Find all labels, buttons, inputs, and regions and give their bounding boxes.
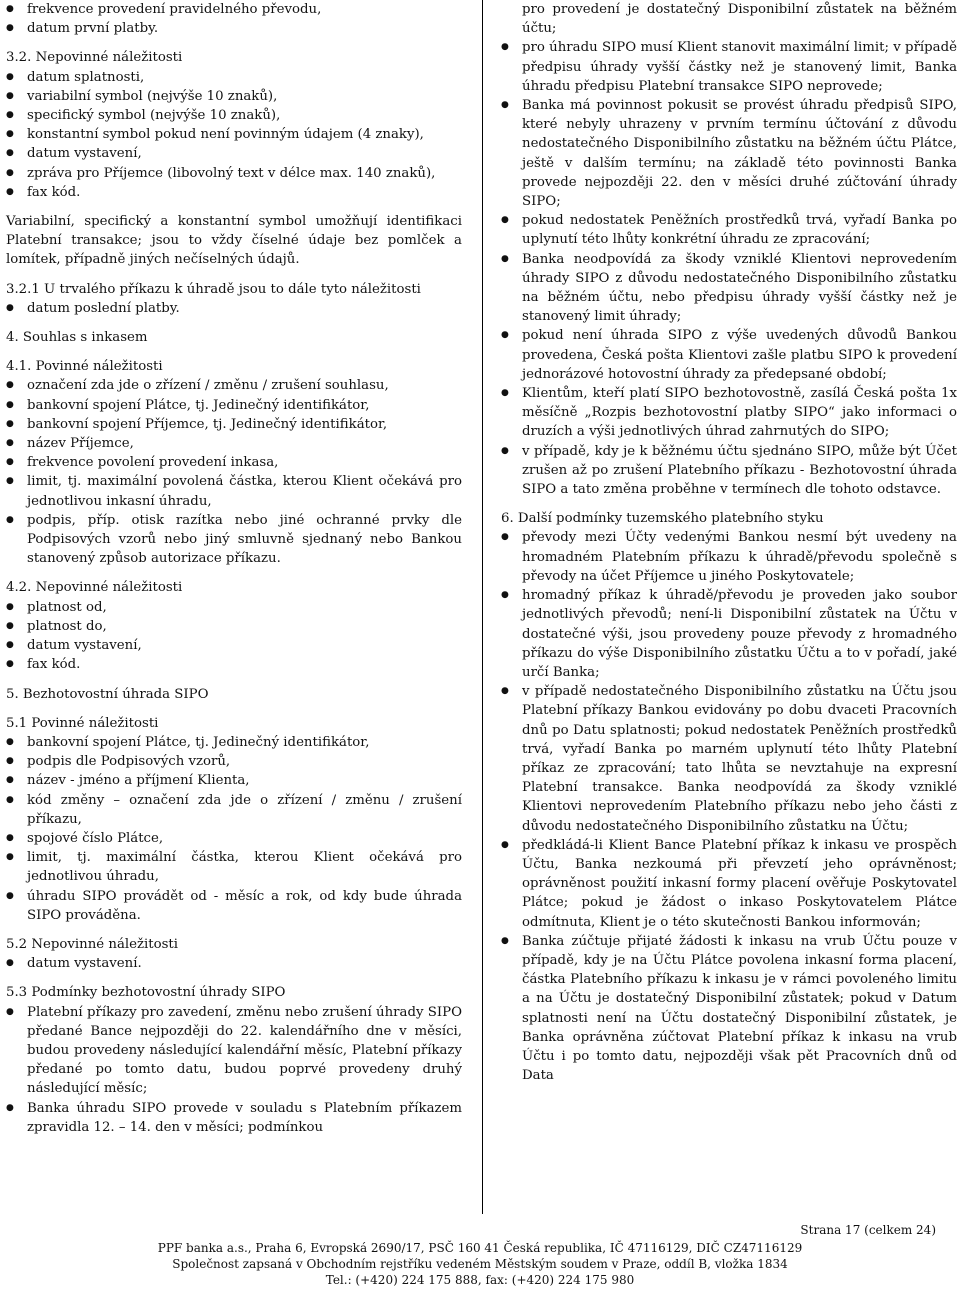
section-heading: 4.1. Povinné náležitosti bbox=[6, 359, 163, 375]
bullet-item: ● frekvence povolení provedení inkasa, bbox=[6, 453, 462, 472]
right-column bbox=[501, 0, 957, 1085]
bullet-item: ● frekvence provedení pravidelného převodu, bbox=[6, 0, 462, 19]
bullet-item: ● podpis, příp. otisk razítka nebo jiné ochranné prvky dle Podpisových vzorů nebo jiný smluvně sjednaný nebo Bankou stanovený způsob autorizace příkazu. bbox=[6, 511, 462, 569]
bullet-item: ● variabilní symbol (nejvýše 10 znaků), bbox=[6, 87, 462, 106]
bullet-item: ● pro úhradu SIPO musí Klient stanovit maximální limit; v případě předpisu úhrady vyšší částky než je stanovený limit, Banka úhradu předpisu Platební transakce SIPO neprovede; bbox=[501, 38, 957, 96]
section-heading: 5. Bezhotovostní úhrada SIPO bbox=[6, 686, 209, 702]
footer-registry-line: Společnost zapsaná v Obchodním rejstříku vedeném Městským soudem v Praze, oddíl B, vložka 1834 bbox=[172, 1257, 788, 1271]
bullet-item: ● pokud nedostatek Peněžních prostředků trvá, vyřadí Banka po uplynutí této lhůty konkrétní úhradu ze zpracování; bbox=[501, 211, 957, 249]
spacer bbox=[6, 675, 462, 685]
spacer bbox=[6, 318, 462, 328]
section-heading: 4.2. Nepovinné náležitosti bbox=[6, 580, 183, 596]
bullet-continuation: pro provedení je dostatečný Disponibilní zůstatek na běžném účtu; bbox=[522, 2, 957, 37]
bullet-item: ● převody mezi Účty vedenými Bankou nesmí být uvedeny na hromadném Platebním příkazu k úhradě/převodu společně s převody na účet Příjemce u jiného Poskytovatele; bbox=[501, 528, 957, 586]
bullet-item: ● spojové číslo Plátce, bbox=[6, 829, 462, 848]
section-heading: 6. Další podmínky tuzemského platebního styku bbox=[501, 511, 824, 527]
section-heading: 5.1 Povinné náležitosti bbox=[6, 715, 159, 731]
bullet-item: ● zpráva pro Příjemce (libovolný text v délce max. 140 znaků), bbox=[6, 164, 462, 183]
spacer bbox=[6, 202, 462, 212]
bullet-item: ● název Příjemce, bbox=[6, 434, 462, 453]
footer-company-line: PPF banka a.s., Praha 6, Evropská 2690/17, PSČ 160 41 Česká republika, IČ 47116129, DIČ CZ47116129 bbox=[157, 1241, 803, 1255]
bullet-item: ● podpis dle Podpisových vzorů, bbox=[6, 752, 462, 771]
bullet-item: ● konstantní symbol pokud není povinným údajem (4 znaky), bbox=[6, 125, 462, 144]
bullet-item: ● specifický symbol (nejvýše 10 znaků), bbox=[6, 106, 462, 125]
bullet-item: ● datum vystavení, bbox=[6, 636, 462, 655]
bullet-item: ● předkládá-li Klient Bance Platební příkaz k inkasu ve prospěch Účtu, Banka nezkoumá při převzetí jeho oprávněnost; oprávněnost použití inkasní formy placení ověřuje Poskytovatel Plátce; pokud je žádost o inkaso Poskytovatelem Plátce odmítnuta, Klient je o této skutečnosti Bankou informován; bbox=[501, 836, 957, 932]
footer-contact-line: Tel.: (+420) 224 175 888, fax: (+420) 224 175 980 bbox=[325, 1273, 635, 1287]
bullet-item: ● Klientům, kteří platí SIPO bezhotovostně, zasílá Česká pošta 1x měsíčně „Rozpis bezhotovostní platby SIPO“ jako informaci o druzích a výši jednotlivých úhrad zahrnutých do SIPO; bbox=[501, 384, 957, 442]
bullet-item: ● limit, tj. maximální povolená částka, kterou Klient očekává pro jednotlivou inkasní úhradu, bbox=[6, 472, 462, 510]
bullet-item: ● v případě nedostatečného Disponibilního zůstatku na Účtu jsou Platební příkazy Bankou evidovány po dobu dvaceti Pracovních dnů po Datu splatnosti; pokud nedostatek Peněžních prostředků trvá, vyřadí Banka po marném uplynutí této lhůty Platební příkaz ze zpracování; tato lhůta se nevztahuje na expresní Platební transakce. Banka neodpovídá za škody vzniklé Klientovi neprovedením Platebního příkazu nebo jeho části z důvodu nedostatečného Disponibilního zůstatku na Účtu; bbox=[501, 682, 957, 836]
bullet-item: ● fax kód. bbox=[6, 655, 462, 674]
page-number: Strana 17 (celkem 24) bbox=[800, 1223, 936, 1237]
left-column bbox=[6, 0, 462, 1137]
bullet-item: ● datum splatnosti, bbox=[6, 68, 462, 87]
bullet-item: ● datum první platby. bbox=[6, 19, 462, 38]
bullet-item: ● datum poslední platby. bbox=[6, 299, 462, 318]
spacer bbox=[6, 568, 462, 578]
bullet-item: ● limit, tj. maximální částka, kterou Klient očekává pro jednotlivou úhradu, bbox=[6, 848, 462, 886]
bullet-item: ● název - jméno a příjmení Klienta, bbox=[6, 771, 462, 790]
section-heading: 5.2 Nepovinné náležitosti bbox=[6, 936, 179, 952]
bullet-item: ● platnost od, bbox=[6, 598, 462, 617]
bullet-item: ● bankovní spojení Příjemce, tj. Jedinečný identifikátor, bbox=[6, 415, 462, 434]
paragraph: Variabilní, specifický a konstantní symbol umožňují identifikaci Platební transakce; jsou to vždy číselné údaje bez pomlček a lomítek, případně jiných nečíselných údajů. bbox=[6, 214, 462, 268]
section-heading: 4. Souhlas s inkasem bbox=[6, 330, 148, 346]
bullet-item: ● označení zda jde o zřízení / změnu / zrušení souhlasu, bbox=[6, 376, 462, 395]
bullet-item: ● kód změny – označení zda jde o zřízení / změnu / zrušení příkazu, bbox=[6, 791, 462, 829]
section-heading: 5.3 Podmínky bezhotovostní úhrady SIPO bbox=[6, 985, 286, 1001]
paragraph: 3.2.1 U trvalého příkazu k úhradě jsou to dále tyto náležitosti bbox=[6, 281, 421, 297]
bullet-item: ● datum vystavení. bbox=[6, 954, 462, 973]
bullet-item: ● Platební příkazy pro zavedení, změnu nebo zrušení úhrady SIPO předané Bance nejpozději do 22. kalendářního dne v měsíci, budou provedeny následující kalendářní měsíc, Platební příkazy předané po tomto datu, budou poprvé provedeny druhý následující měsíc; bbox=[6, 1003, 462, 1099]
bullet-item: ● pokud není úhrada SIPO z výše uvedených důvodů Bankou provedena, Česká pošta Klientovi zašle platbu SIPO k provedení jednorázové hotovostní úhrady za předepsané období; bbox=[501, 326, 957, 384]
bullet-item: ● fax kód. bbox=[6, 183, 462, 202]
bullet-item: ● hromadný příkaz k úhradě/převodu je proveden jako soubor jednotlivých převodů; není-li Disponibilní zůstatek na Účtu v dostatečné výši, jsou provedeny pouze převody z hromadného příkazu do výše Disponibilního zůstatku Účtu a to v pořadí, jaké určí Banka; bbox=[501, 586, 957, 682]
bullet-item: ● Banka úhradu SIPO provede v souladu s Platebním příkazem zpravidla 12. – 14. den v měsíci; podmínkou bbox=[6, 1099, 462, 1137]
spacer bbox=[6, 38, 462, 48]
bullet-item: ● datum vystavení, bbox=[6, 144, 462, 163]
bullet-item: ● platnost do, bbox=[6, 617, 462, 636]
bullet-item: ● v případě, kdy je k běžnému účtu sjednáno SIPO, může být Účet zrušen až po zrušení Platebního příkazu - Bezhotovostní úhrada SIPO a tato změna proběhne v termínech dle tohoto odstavce. bbox=[501, 442, 957, 500]
bullet-item: ● Banka má povinnost pokusit se provést úhradu předpisů SIPO, které nebyly uhrazeny v prvním termínu účtování z důvodu nedostatečného Disponibilního zůstatku na běžném účtu Plátce, ještě v dalším termínu; na základě této povinnosti Banka provede nejpozději 22. den v měsíci druhé zúčtování úhrady SIPO; bbox=[501, 96, 957, 211]
bullet-item: ● Banka neodpovídá za škody vzniklé Klientovi neprovedením úhrady SIPO z důvodu nedostatečného Disponibilního zůstatku na běžném účtu, nebo předpisu úhrady vyšší částky než je stanovený limit úhrady; bbox=[501, 250, 957, 327]
bullet-item: ● úhradu SIPO provádět od - měsíc a rok, od kdy bude úhrada SIPO prováděna. bbox=[6, 887, 462, 925]
spacer bbox=[6, 347, 462, 357]
spacer bbox=[6, 704, 462, 714]
bullet-item: ● bankovní spojení Plátce, tj. Jedinečný identifikátor, bbox=[6, 733, 462, 752]
spacer bbox=[6, 925, 462, 935]
bullet-item: ● bankovní spojení Plátce, tj. Jedinečný identifikátor, bbox=[6, 396, 462, 415]
spacer bbox=[6, 973, 462, 983]
spacer bbox=[501, 499, 957, 509]
section-heading: 3.2. Nepovinné náležitosti bbox=[6, 50, 183, 66]
spacer bbox=[6, 270, 462, 280]
page-footer bbox=[0, 1222, 960, 1288]
bullet-item: ● Banka zúčtuje přijaté žádosti k inkasu na vrub Účtu pouze v případě, kdy je na Účtu Plátce povolena inkasní forma placení, částka Platebního příkazu k inkasu je v rámci povoleného limitu a na Účtu je dostatečný Disponibilní zůstatek; pokud v Datum splatnosti není na Účtu dostatečný Disponibilní zůstatek, je Banka oprávněna zúčtovat Platební příkaz k inkasu na vrub Účtu i po tomto datu, nejpozději však pět Pracovních dnů od Data bbox=[501, 932, 957, 1086]
column-divider bbox=[482, 0, 483, 1214]
